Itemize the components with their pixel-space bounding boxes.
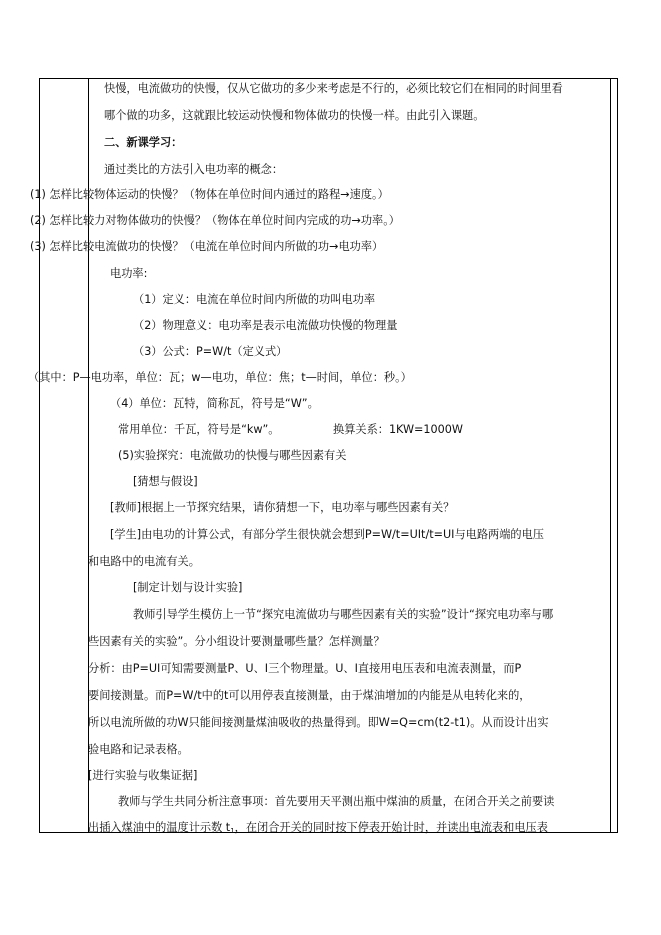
text-fragment: ，在闭合开关的同时按下停表开始计时，并读出电流表和电压表 — [234, 821, 548, 834]
text-line: 常用单位：千瓦，符号是“kw”。 — [118, 423, 280, 436]
text-line: 所以电流所做的功W只能间接测量煤油吸收的热量得到。即W=Q=cm(t2-t1)。从而设计出实 — [88, 716, 549, 729]
text-line: 快慢，电流做功的快慢，仅从它做功的多少来考虑是不行的，必须比较它们在相同的时间里看 — [104, 82, 563, 95]
text-line: 电功率: — [110, 267, 148, 280]
column-divider-right — [610, 78, 611, 833]
section-heading: 二、新课学习： — [104, 136, 183, 149]
table-right-border — [617, 78, 618, 833]
text-line: [猜想与假设] — [133, 475, 198, 488]
text-line: 要间接测量。而P=W/t中的t可以用停表直接测量，由于煤油增加的内能是从电转化来的， — [88, 689, 531, 702]
question-item: (1) 怎样比较物体运动的快慢？（物体在单位时间内通过的路程→速度。） — [30, 188, 389, 201]
text-line — [88, 820, 548, 839]
definition-item: （2）物理意义：电功率是表示电流做功快慢的物理量 — [133, 319, 398, 332]
definition-item: （1）定义：电流在单位时间内所做的功叫电功率 — [133, 293, 376, 306]
text-line: 教师与学生共同分析注意事项：首先要用天平测出瓶中煤油的质量，在闭合开关之前要读 — [118, 795, 555, 808]
unit-item: （4）单位：瓦特，简称瓦，符号是“W”。 — [110, 397, 319, 410]
text-line: 哪个做的功多，这就跟比较运动快慢和物体做功的快慢一样。由此引入课题。 — [104, 109, 485, 122]
text-line: 和电路中的电流有关。 — [88, 555, 200, 568]
text-line: 验电路和记录表格。 — [88, 743, 189, 756]
formula-item: （3）公式：P=W/t（定义式） — [133, 345, 288, 358]
text-line: 分析：由P=UI可知需要测量P、U、I三个物理量。U、I直接用电压表和电流表测量，而P — [88, 662, 522, 675]
text-line: [教师]根据上一节探究结果，请你猜想一下，电功率与哪些因素有关？ — [110, 501, 455, 514]
text-line: (5)实验探究：电流做功的快慢与哪些因素有关 — [118, 449, 347, 462]
text-line: [进行实验与收集证据] — [88, 769, 198, 782]
text-line: 些因素有关的实验”。分小组设计要测量哪些量？怎样测量？ — [88, 635, 385, 648]
text-fragment: 出插入煤油中的温度计示数 t — [88, 821, 231, 834]
text-line: [制定计划与设计实验] — [133, 581, 243, 594]
question-item: (3) 怎样比较电流做功的快慢？（电流在单位时间内所做的功→电功率） — [30, 240, 384, 253]
question-item: (2) 怎样比较力对物体做功的快慢？（物体在单位时间内完成的功→功率。） — [30, 214, 400, 227]
subscript: 1 — [230, 827, 235, 835]
text-line: 教师引导学生模仿上一节“探究电流做功与哪些因素有关的实验”设计“探究电功率与哪 — [133, 608, 554, 621]
text-line: （其中：P—电功率，单位：瓦；w—电功，单位：焦；t—时间，单位：秒。） — [28, 371, 412, 384]
text-line: 换算关系：1KW=1000W — [333, 423, 463, 436]
text-line: 通过类比的方法引入电功率的概念： — [104, 163, 284, 176]
table-top-border — [39, 78, 617, 79]
text-line: [学生]由电功的计算公式，有部分学生很快就会想到P=W/t=UIt/t=UI与电路两端的电压 — [110, 528, 544, 541]
